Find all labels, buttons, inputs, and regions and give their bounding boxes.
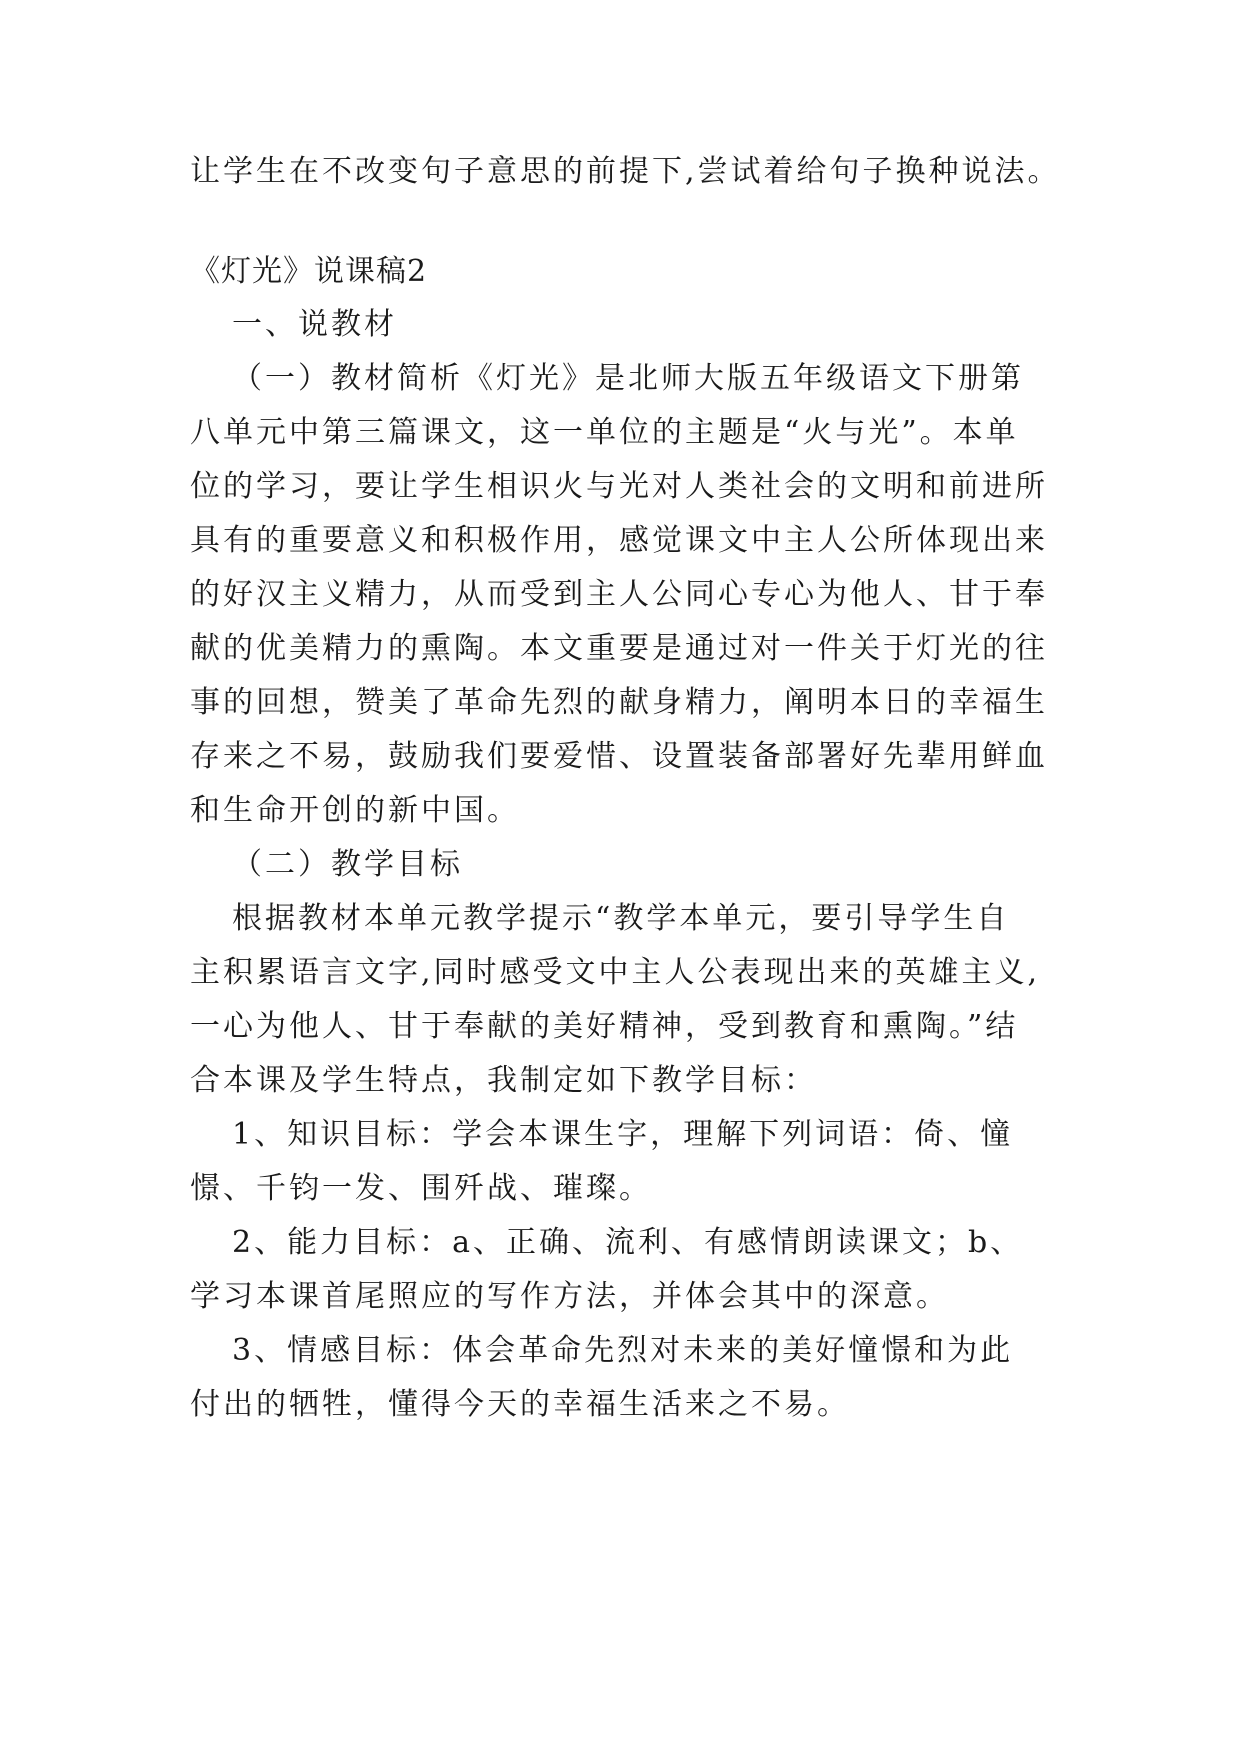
goal-3-line: 3、情感目标：体会革命先烈对未来的美好憧憬和为此 xyxy=(232,1333,1014,1368)
paragraph-1-line: 献的优美精力的熏陶。本文重要是通过对一件关于灯光的往 xyxy=(190,631,1048,666)
paragraph-1-line: 具有的重要意义和积极作用，感觉课文中主人公所体现出来 xyxy=(190,523,1048,558)
section-2-heading: （二）教学目标 xyxy=(232,847,463,882)
paragraph-1-line: （一）教材简析《灯光》是北师大版五年级语文下册第 xyxy=(232,361,1024,396)
paragraph-1-line: 八单元中第三篇课文，这一单位的主题是“火与光”。本单 xyxy=(190,415,1019,450)
goal-1-line: 憬、千钧一发、围歼战、璀璨。 xyxy=(190,1171,652,1206)
document-title: 《灯光》说课稿2 xyxy=(190,254,428,289)
goal-2-line: 学习本课首尾照应的写作方法，并体会其中的深意。 xyxy=(190,1279,949,1314)
paragraph-1-line: 位的学习，要让学生相识火与光对人类社会的文明和前进所 xyxy=(190,469,1048,504)
paragraph-1-line: 和生命开创的新中国。 xyxy=(190,793,520,828)
paragraph-1-line: 的好汉主义精力，从而受到主人公同心专心为他人、甘于奉 xyxy=(190,577,1048,612)
goal-1-line: 1、知识目标：学会本课生字，理解下列词语：倚、憧 xyxy=(232,1117,1014,1152)
intro-line: 让学生在不改变句子意思的前提下,尝试着给句子换种说法。 xyxy=(190,154,1061,189)
paragraph-1-line: 事的回想，赞美了革命先烈的献身精力，阐明本日的幸福生 xyxy=(190,685,1048,720)
paragraph-2-line: 合本课及学生特点，我制定如下教学目标： xyxy=(190,1063,817,1098)
goal-3-line: 付出的牺牲，懂得今天的幸福生活来之不易。 xyxy=(190,1387,850,1422)
paragraph-1-line: 存来之不易，鼓励我们要爱惜、设置装备部署好先辈用鲜血 xyxy=(190,739,1048,774)
section-1-heading: 一、说教材 xyxy=(232,307,397,342)
goal-2-line: 2、能力目标：a、正确、流利、有感情朗读课文；b、 xyxy=(232,1225,1024,1260)
paragraph-2-line: 根据教材本单元教学提示“教学本单元，要引导学生自 xyxy=(232,901,1010,936)
paragraph-2-line: 一心为他人、甘于奉献的美好精神，受到教育和熏陶。”结 xyxy=(190,1009,1019,1044)
paragraph-2-line: 主积累语言文字,同时感受文中主人公表现出来的英雄主义, xyxy=(190,955,1041,990)
